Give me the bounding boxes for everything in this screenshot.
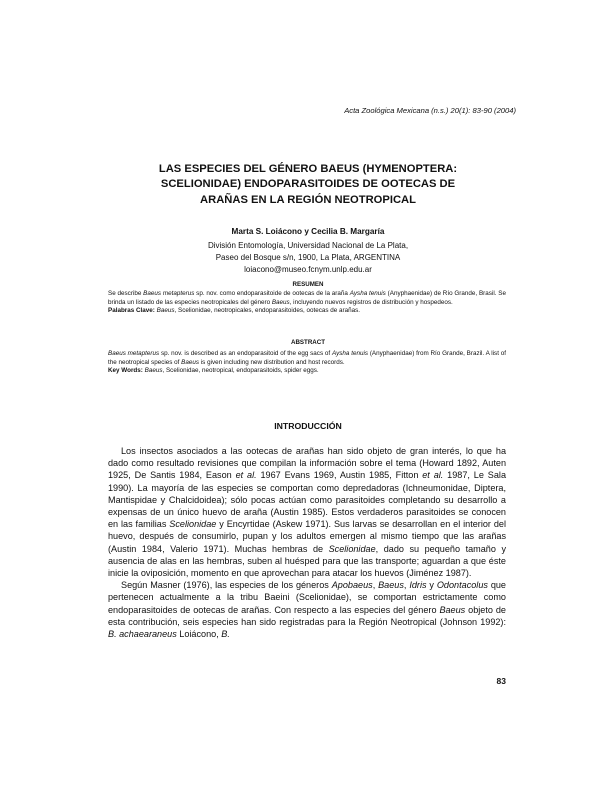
page-number: 83	[496, 676, 506, 686]
intro-fam2: Scelionidae	[328, 543, 376, 554]
abstract-keywords-genus: Baeus	[144, 367, 163, 375]
resumen-keywords-genus: Baeus	[156, 307, 175, 315]
authors: Marta S. Loiácono y Cecilia B. Margaría	[231, 227, 385, 236]
resumen-keywords-label: Palabras Clave:	[108, 307, 157, 315]
intro-paragraph-2	[108, 579, 506, 640]
title-line3: ARAÑAS EN LA REGIÓN NEOTROPICAL	[200, 193, 416, 206]
intro-g4: Odontacolus	[436, 580, 488, 591]
abstract-keywords-text: , Scelionidae, neotropical, endoparasitoids, spider eggs.	[162, 367, 319, 375]
intro-p1a: Los insectos asociados a las ootecas de arañas han sido objeto de gran interés, lo que ha dado como resultado revisiones que compilan la información sobre el tema (Howard 1892, Auten 1925, De Santis 1984, Eason	[108, 446, 506, 481]
intro-g3: Idris	[409, 580, 427, 591]
abstract-text	[108, 350, 506, 367]
title-line1: LAS ESPECIES DEL GÉNERO	[158, 163, 321, 175]
resumen-host: Aysha tenuis	[349, 290, 386, 297]
intro-p1b: 1967 Evans 1969, Austin 1985, Fitton	[256, 470, 423, 481]
intro-p1d: y Encyrtidae (Askew 1971). Sus larvas se desarrollan en el interior del huevo, después de consumirlo, pupan y los adultos emergen al mismo tiempo que las arañas (Austin 1984, Valerio 1971). Muchas hembras de	[108, 519, 506, 554]
intro-p2d: y	[426, 580, 437, 591]
journal-citation: Acta Zoológica Mexicana (n.s.) 20(1): 83-90 (2004)	[344, 106, 516, 115]
resumen-keywords-text: , Scelionidae, neotropicales, endoparasitoides, ootecas de arañas.	[174, 307, 361, 315]
intro-paragraph-1	[108, 445, 506, 579]
resumen-heading: RESUMEN	[292, 281, 324, 288]
abstract-host: Aysha tenuis	[331, 350, 369, 357]
intro-p2c: ,	[403, 580, 410, 591]
resumen-text3: , incluyendo nuevos registros de distribución y hospedeos.	[289, 298, 453, 306]
intro-p2f: objeto de esta contribución, seis especies han sido registradas para la Región Neotropical (Johnson 1992):	[108, 604, 506, 627]
affiliation-email: loiacono@museo.fcnym.unlp.edu.ar	[244, 264, 372, 274]
intro-g1: Apobaeus	[331, 580, 373, 591]
resumen-keywords	[108, 307, 506, 316]
resumen-text	[108, 290, 506, 307]
intro-p1e: , dado su pequeño tamaño y ausencia de alas en las hembras, suben al huésped para que las transporte; aguardan a que éste inicie la oviposición, momento en que aprovechan para atacar los huevos (Jiménez 1987).	[108, 543, 506, 579]
title-genus: BAEUS	[320, 163, 360, 175]
intro-etal1: et al.	[235, 470, 257, 481]
intro-etal2: et al.	[422, 470, 444, 481]
intro-p2a: Según Masner (1976), las especies de los géneros	[121, 580, 332, 591]
title-line2: SCELIONIDAE) ENDOPARASITOIDES DE OOTECAS DE	[160, 178, 456, 191]
resumen-block	[108, 290, 506, 316]
intro-fam1: Scelionidae	[169, 519, 217, 530]
abstract-keywords-label: Key Words:	[108, 367, 145, 375]
resumen-species: Baeus metapterus	[143, 290, 195, 297]
intro-sp1: B. achaearaneus	[108, 629, 177, 640]
intro-heading: INTRODUCCIÓN	[274, 421, 342, 431]
abstract-species: Baeus metapterus	[108, 350, 160, 357]
abstract-heading: ABSTRACT	[290, 339, 326, 346]
resumen-prefix: Se describe	[108, 290, 144, 297]
resumen-text1: sp. nov. como endoparasitoide de ootecas de la araña	[194, 290, 350, 297]
intro-p2e: que pertenecen actualmente a la tribu Baeini (Scelionidae), se comportan estrictamente como endoparasitoides de ootecas de arañas. Con respecto a las especies del género	[108, 580, 506, 615]
resumen-genus: Baeus	[271, 298, 290, 306]
intro-g5: Baeus	[439, 604, 466, 615]
abstract-text1: sp. nov. is described as an endoparasitoid of the egg sacs of	[159, 350, 332, 357]
title-line1-end: (HYMENOPTERA:	[359, 163, 458, 175]
abstract-genus: Baeus	[181, 358, 200, 366]
intro-g2: Baeus	[378, 580, 404, 591]
affiliation-line2: Paseo del Bosque s/n, 1900, La Plata, ARGENTINA	[215, 252, 401, 262]
intro-p2b: ,	[372, 580, 379, 591]
article-title	[108, 162, 508, 208]
affiliation	[108, 240, 508, 275]
abstract-text3: is given including new distribution and host records.	[199, 358, 345, 366]
abstract-text2: (Anyphaenidae) from Río Grande, Brazil. A list of the neotropical species of	[108, 350, 507, 366]
affiliation-line1: División Entomología, Universidad Nacional de La Plata,	[207, 241, 409, 250]
intro-sp2: B.	[221, 629, 230, 640]
intro-body	[108, 445, 506, 640]
intro-p1c: 1987, Le Sala 1990). La mayoría de las especies se comportan como depredadoras (Ichneumonidae, Diptera, Mantispidae y Chalcidoidea); sólo pocas actúan como parasitoides completando su desarrollo a expensas de un único huevo de araña (Austin 1985). Estos verdaderos parasitoides se conocen en las familias	[108, 470, 506, 530]
abstract-keywords	[108, 367, 506, 376]
abstract-block	[108, 350, 506, 376]
resumen-text2: (Anyphaenidae) de Río Grande, Brasil. Se brinda un listado de las especies neotropicales del género	[108, 290, 507, 306]
intro-p2g: Loiácono,	[176, 629, 222, 640]
